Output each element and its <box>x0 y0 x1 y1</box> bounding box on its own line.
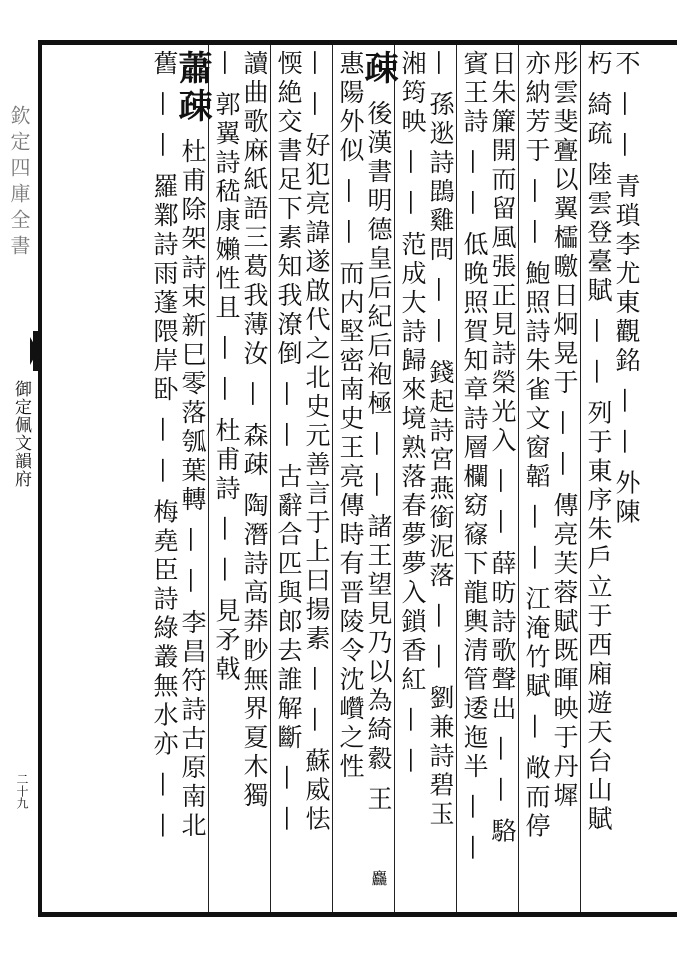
fishtail-mark <box>30 337 38 365</box>
text-line: 日朱簾開而留風張正見詩榮光入 — — 薛昉詩歌聲出 — — 駱 <box>488 50 517 847</box>
corner-glyph: 麤 <box>369 870 388 886</box>
text-column <box>460 50 516 908</box>
column-rule <box>270 45 271 912</box>
text-column <box>522 50 578 908</box>
text-line: — — 好犯亮諱遂啟代之北史元善言于上曰揚素 — — 蘇威怯 <box>302 50 331 835</box>
faded-margin-text: 欽定四庫全書 <box>7 105 31 261</box>
text-line: 賓王詩 — — 低晚照賀知章詩層欄窈窱下龍輿清管逶迤半 — — <box>460 50 489 864</box>
entry-headword: 蕭疎 <box>172 50 212 126</box>
book-title: 御定佩文韻府 <box>11 380 31 488</box>
text-column <box>398 50 454 908</box>
text-line: 彤雲斐亹以翼櫺曒日炯晃于 — — 傳亮芙蓉賦既暉映于丹墀 <box>550 50 579 811</box>
frame-left-border <box>38 40 42 917</box>
text-column <box>274 50 330 908</box>
column-rule <box>456 45 457 912</box>
text-line: 蕭疎 杜甫除架詩束新巳零落瓠葉轉 — — 李昌符詩古原南北 <box>172 50 212 841</box>
text-line: 朽 綺疏 陸雲登臺賦 — — 列于東序朱戶立于西廂遊天台山賦 <box>584 50 613 835</box>
page-margin <box>0 45 38 912</box>
column-rule <box>208 45 209 912</box>
text-line: 愞絶交書足下素知我潦倒 — — 古辭合匹與郎去誰解斷 — — <box>274 50 303 835</box>
column-rule <box>394 45 395 912</box>
text-line: — 孫逖詩鵾雞問 — — 錢起詩宮燕銜泥落 — — 劉兼詩碧玉 <box>426 50 455 830</box>
page-number: 二十九 <box>15 773 29 809</box>
frame-bottom-border <box>38 912 677 917</box>
column-rule <box>580 45 581 912</box>
text-column <box>584 50 640 908</box>
column-rule <box>518 45 519 912</box>
text-line: 疎 後漢書明德皇后紀后袍極 — — 諸王望見乃以為綺縠 王 <box>358 50 398 815</box>
text-column <box>150 50 212 908</box>
frame-top-border <box>38 40 677 45</box>
text-column <box>336 50 398 908</box>
text-line: 讀曲歌麻紙語三葛我薄汝 — 森疎 陶潛詩高莽眇無界夏木獨 <box>240 50 269 811</box>
column-rule <box>332 45 333 912</box>
text-line: 湘筠映 — — 范成大詩歸來境熟落春夢夢入鎖香紅 — — <box>398 50 427 777</box>
text-line: 舊 — — 羅鄴詩雨蓬隈岸卧 — — 梅堯臣詩綠叢無水亦 — — <box>150 50 179 842</box>
text-line: 不 — — 青瑣李尤東觀銘 — — 外陳 <box>612 50 641 528</box>
text-line: — 郭翼詩嵇康嬾性且 — — 杜甫詩 — — 見矛戟 <box>212 50 241 685</box>
entry-headword: 疎 <box>358 50 398 88</box>
text-column <box>212 50 268 908</box>
text-line: 亦納芳于 — — 鮑照詩朱雀文窗韜 — — 江淹竹賦 — 敞而停 <box>522 50 551 842</box>
text-line: 惠陽外似 — — 而内堅密南史王亮傳時有晋陵令沈巑之性 <box>336 50 365 782</box>
